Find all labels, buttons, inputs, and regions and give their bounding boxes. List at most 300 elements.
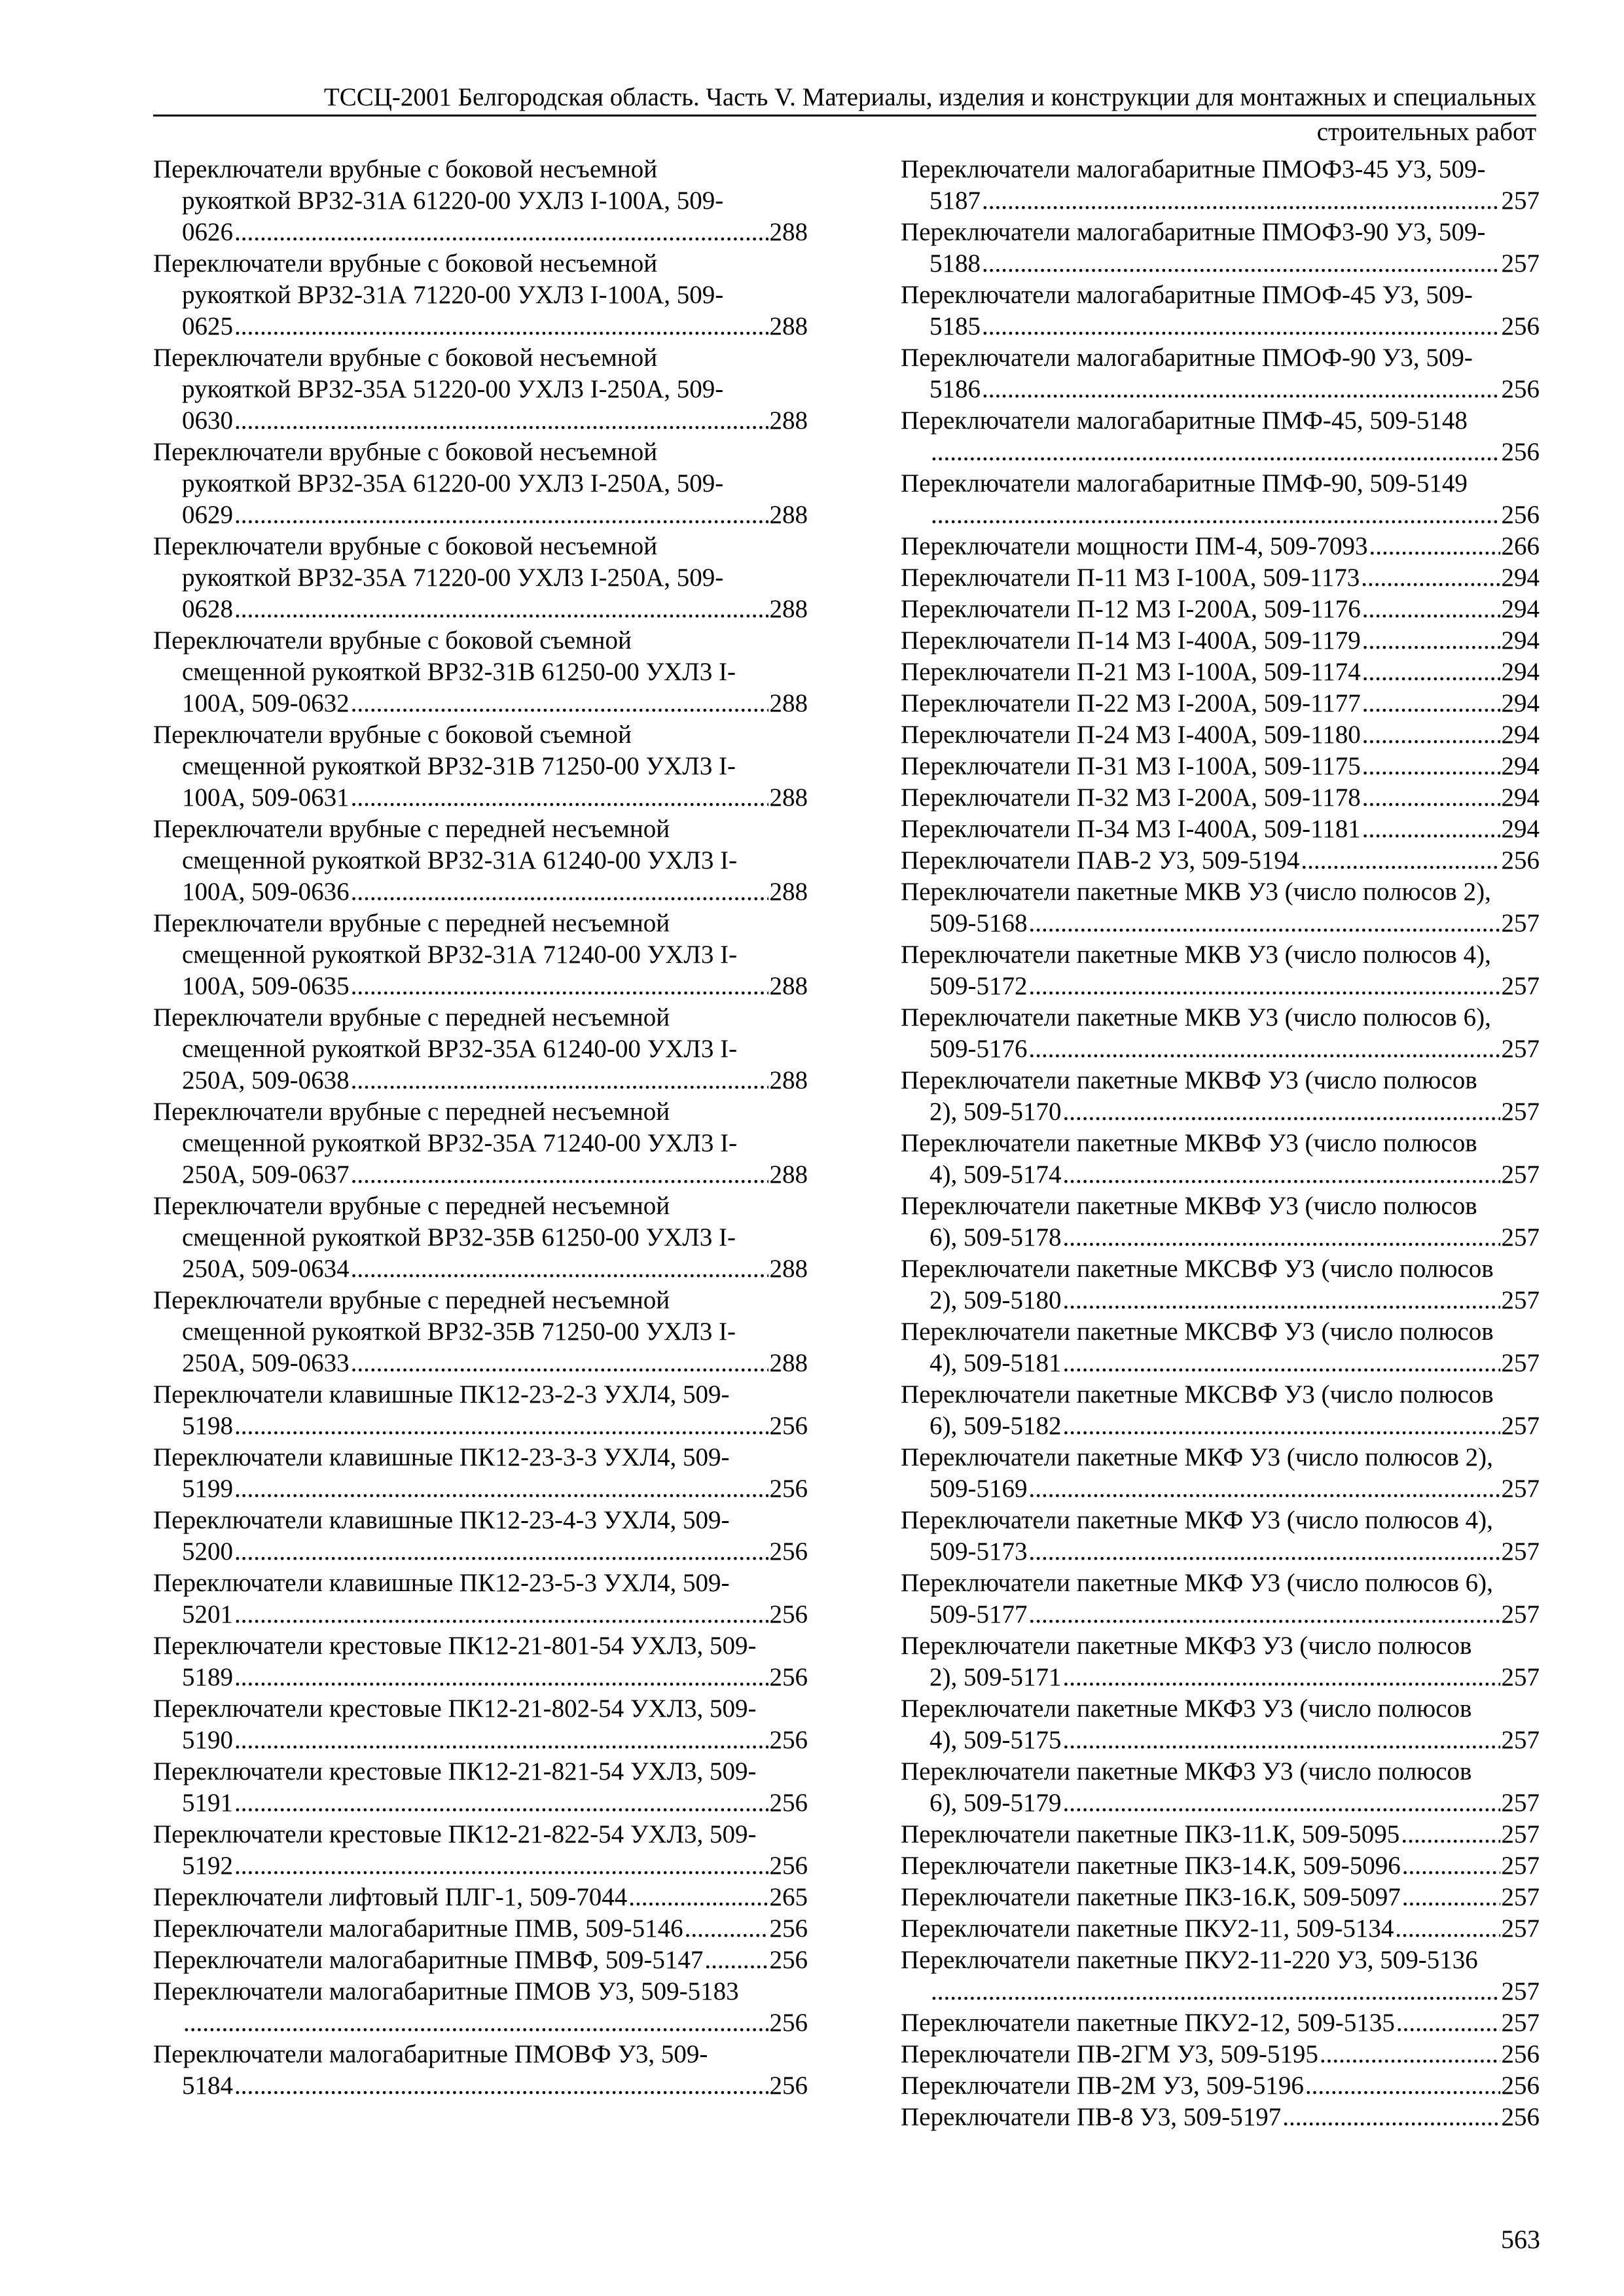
- index-entry-line: [901, 1442, 1540, 1473]
- index-entry-text: 2), 509-5171: [929, 1663, 1062, 1691]
- index-entry-line: [153, 1096, 808, 1128]
- index-entry-line: [901, 1033, 1540, 1065]
- index-entry-text: Переключатели врубные с передней несъемной: [153, 1098, 670, 1126]
- index-entry-text: Переключатели клавишные ПК12-23-2-3 УХЛ4, 509-: [153, 1380, 730, 1408]
- index-entry-line: [153, 1159, 808, 1191]
- index-entry-text: 100А, 509-0631: [182, 783, 350, 812]
- index-entry-line: [153, 594, 808, 625]
- index-entry-line: [901, 405, 1540, 437]
- index-entry-page: 288: [769, 1160, 808, 1189]
- index-entry-text: 5200: [182, 1537, 233, 1566]
- index-entry-text: Переключатели пакетные МКВФ У3 (число полюсов: [901, 1129, 1477, 1157]
- index-entry-line: [153, 1850, 808, 1882]
- dot-leader: [234, 1662, 768, 1693]
- index-entry-text: Переключатели малогабаритные ПМВ, 509-5146: [153, 1914, 683, 1943]
- index-entry-text: Переключатели малогабаритные ПМФ-45, 509-5148: [901, 406, 1468, 435]
- index-entry-page: 266: [1501, 532, 1540, 560]
- dot-leader: [1320, 2039, 1500, 2070]
- dot-leader: [1301, 845, 1500, 876]
- index-entry-line: [901, 311, 1540, 342]
- index-entry-text: Переключатели клавишные ПК12-23-4-3 УХЛ4, 509-: [153, 1506, 730, 1534]
- index-entry: [901, 531, 1540, 562]
- index-entry: [153, 625, 808, 719]
- dot-leader: [1362, 594, 1500, 625]
- dot-leader: [1029, 1599, 1500, 1630]
- index-entry-line: [901, 1191, 1540, 1222]
- index-entry-page: 288: [769, 783, 808, 812]
- index-entry-page: 288: [769, 595, 808, 623]
- index-entry-line: [153, 531, 808, 562]
- index-entry-line: [901, 594, 1540, 625]
- index-entry-text: 509-5169: [929, 1475, 1028, 1503]
- dot-leader: [685, 1913, 768, 1945]
- index-entry-page: 256: [1501, 501, 1540, 529]
- index-entry: [901, 625, 1540, 656]
- index-entry: [153, 1945, 808, 1976]
- index-entry-line: [901, 782, 1540, 814]
- index-entry-text: 250А, 509-0637: [182, 1160, 350, 1189]
- index-entry-line: [901, 1222, 1540, 1253]
- index-entry-page: 256: [769, 1475, 808, 1503]
- index-entry-text: 5201: [182, 1600, 233, 1628]
- index-entry-text: 5187: [929, 187, 981, 215]
- dot-leader: [1062, 1662, 1500, 1693]
- dot-leader: [351, 1159, 768, 1191]
- index-entry-text: смещенной рукояткой ВР32-35В 71250-00 УХЛ3 I-: [182, 1318, 736, 1346]
- index-entry-line: [153, 2039, 808, 2070]
- index-entry-text: Переключатели крестовые ПК12-21-822-54 УХЛ3, 509-: [153, 1820, 757, 1848]
- index-entry: [901, 876, 1540, 939]
- index-entry-text: Переключатели П-12 М3 I-200А, 509-1176: [901, 595, 1361, 623]
- index-entry-page: 294: [1501, 658, 1540, 686]
- dot-leader: [1395, 1913, 1500, 1945]
- index-entry-text: 5191: [182, 1789, 233, 1817]
- dot-leader: [234, 1850, 768, 1882]
- index-entry-line: [901, 1787, 1540, 1819]
- dot-leader: [628, 1882, 768, 1913]
- index-entry-text: Переключатели пакетные МКФ У3 (число полюсов 4),: [901, 1506, 1493, 1534]
- index-entry-line: [153, 279, 808, 311]
- index-entry: [901, 342, 1540, 405]
- dot-leader: [1362, 625, 1500, 656]
- index-entry-text: Переключатели П-32 М3 I-200А, 509-1178: [901, 783, 1361, 812]
- dot-leader: [982, 185, 1500, 217]
- index-entry-page: 256: [769, 1914, 808, 1943]
- index-entry-line: [153, 1536, 808, 1568]
- index-column-right: [901, 154, 1540, 2133]
- index-entry-line: [153, 1285, 808, 1316]
- index-entry-line: [153, 751, 808, 782]
- index-entry-page: 288: [769, 406, 808, 435]
- index-entry-page: 257: [1501, 1663, 1540, 1691]
- index-entry-text: Переключатели ПВ-2ГМ У3, 509-5195: [901, 2040, 1318, 2068]
- index-entry-text: рукояткой ВР32-35А 71220-00 УХЛ3 I-250А, 509-: [182, 564, 724, 592]
- dot-leader: [351, 876, 768, 908]
- index-entry-line: [153, 1442, 808, 1473]
- index-entry: [901, 1128, 1540, 1191]
- index-entry: [153, 1976, 808, 2039]
- index-entry-page: 256: [1501, 375, 1540, 403]
- index-entry-text: 4), 509-5175: [929, 1726, 1062, 1754]
- dot-leader: [1029, 1473, 1500, 1505]
- index-entry-line: [901, 1536, 1540, 1568]
- index-entry-text: Переключатели пакетные ПК3-11.К, 509-5095: [901, 1820, 1400, 1848]
- index-entry-line: [153, 1756, 808, 1787]
- index-entry-line: [153, 468, 808, 499]
- index-entry-text: Переключатели врубные с боковой несъемной: [153, 532, 658, 560]
- index-entry-line: [901, 1316, 1540, 1348]
- index-entry-line: [153, 2007, 808, 2039]
- index-entry-line: [901, 1850, 1540, 1882]
- index-entry-text: смещенной рукояткой ВР32-31А 61240-00 УХЛ3 I-: [182, 846, 738, 874]
- index-entry: [901, 656, 1540, 688]
- dot-leader: [1362, 782, 1500, 814]
- index-entry-text: Переключатели врубные с передней несъемной: [153, 1286, 670, 1314]
- header-title: ТССЦ-2001 Белгородская область. Часть V. Материалы, изделия и конструкции для монтажных и специальных: [323, 83, 1536, 111]
- dot-leader: [234, 1725, 768, 1756]
- index-entry: [153, 1756, 808, 1819]
- index-entry: [153, 1096, 808, 1191]
- dot-leader: [1362, 751, 1500, 782]
- dot-leader: [931, 1976, 1500, 2007]
- index-entry-page: 257: [1501, 1789, 1540, 1817]
- index-entry-page: 256: [769, 1789, 808, 1817]
- index-entry-page: 256: [769, 1600, 808, 1628]
- index-entry-line: [901, 1976, 1540, 2007]
- index-entry-page: 256: [769, 1663, 808, 1691]
- dot-leader: [1062, 1159, 1500, 1191]
- index-entry: [153, 1379, 808, 1442]
- index-entry-line: [153, 1065, 808, 1096]
- index-entry-line: [153, 1976, 808, 2007]
- index-entry-page: 294: [1501, 783, 1540, 812]
- index-entry-page: 257: [1501, 1977, 1540, 2005]
- dot-leader: [1062, 1348, 1500, 1379]
- index-entry-line: [153, 1379, 808, 1410]
- index-entry-line: [153, 1693, 808, 1725]
- index-entry-text: Переключатели врубные с боковой несъемной: [153, 249, 658, 278]
- index-entry: [901, 217, 1540, 279]
- index-entry-text: Переключатели крестовые ПК12-21-821-54 УХЛ3, 509-: [153, 1757, 757, 1785]
- index-entry-line: [901, 374, 1540, 405]
- dot-leader: [351, 1253, 768, 1285]
- index-entry-text: Переключатели малогабаритные ПМОВ У3, 509-5183: [153, 1977, 739, 2005]
- index-entry: [901, 1819, 1540, 1850]
- index-entry-page: 256: [769, 1726, 808, 1754]
- index-entry-text: Переключатели пакетные МКВ У3 (число полюсов 6),: [901, 1003, 1491, 1031]
- index-entry-line: [901, 1253, 1540, 1285]
- index-entry-line: [153, 437, 808, 468]
- dot-leader: [1062, 1725, 1500, 1756]
- index-entry-text: Переключатели пакетные МКСВФ У3 (число полюсов: [901, 1380, 1494, 1408]
- index-entry-page: 257: [1501, 1098, 1540, 1126]
- index-entry-line: [901, 1096, 1540, 1128]
- index-entry-line: [153, 154, 808, 185]
- index-entry-line: [153, 1662, 808, 1693]
- dot-leader: [982, 374, 1500, 405]
- index-entry-text: 5198: [182, 1412, 233, 1440]
- index-entry-text: Переключатели врубные с боковой несъемной: [153, 155, 658, 183]
- index-entry-text: Переключатели П-11 М3 I-100А, 509-1173: [901, 564, 1360, 592]
- dot-leader: [931, 499, 1500, 531]
- index-entry: [153, 1002, 808, 1096]
- dot-leader: [234, 1599, 768, 1630]
- index-entry-line: [901, 1505, 1540, 1536]
- index-entry-text: 100А, 509-0632: [182, 689, 350, 717]
- index-entry-text: Переключатели пакетные ПК3-16.К, 509-5097: [901, 1883, 1401, 1911]
- dot-leader: [1062, 1787, 1500, 1819]
- index-entry: [901, 279, 1540, 342]
- index-entry-line: [153, 1253, 808, 1285]
- index-entry-page: 294: [1501, 626, 1540, 655]
- index-entry-page: 257: [1501, 1286, 1540, 1314]
- index-entry-page: 256: [1501, 438, 1540, 466]
- index-entry-text: Переключатели лифтовый ПЛГ-1, 509-7044: [153, 1883, 628, 1911]
- index-entry-line: [901, 1065, 1540, 1096]
- index-entry-page: 257: [1501, 1475, 1540, 1503]
- dot-leader: [234, 217, 768, 248]
- index-entry-text: Переключатели П-22 М3 I-200А, 509-1177: [901, 689, 1361, 717]
- dot-leader: [1361, 562, 1500, 594]
- index-entry-line: [901, 1756, 1540, 1787]
- index-entry-line: [153, 1945, 808, 1976]
- index-entry-text: Переключатели крестовые ПК12-21-801-54 УХЛ3, 509-: [153, 1632, 757, 1660]
- index-entry: [153, 1693, 808, 1756]
- index-entry-text: 4), 509-5174: [929, 1160, 1062, 1189]
- index-entry-text: 6), 509-5179: [929, 1789, 1062, 1817]
- dot-leader: [982, 311, 1500, 342]
- index-entry-text: рукояткой ВР32-35А 51220-00 УХЛ3 I-250А, 509-: [182, 375, 724, 403]
- index-entry-text: 509-5177: [929, 1600, 1028, 1628]
- index-entry-page: 257: [1501, 1600, 1540, 1628]
- index-entry-line: [901, 1159, 1540, 1191]
- index-entry: [901, 2102, 1540, 2133]
- index-entry-line: [901, 531, 1540, 562]
- index-entry: [901, 688, 1540, 719]
- index-entry-text: 0628: [182, 595, 233, 623]
- index-entry-line: [153, 876, 808, 908]
- index-entry: [901, 751, 1540, 782]
- index-entry: [153, 1505, 808, 1568]
- index-entry: [901, 562, 1540, 594]
- index-entry: [901, 1945, 1540, 2007]
- index-entry-line: [901, 1882, 1540, 1913]
- index-entry: [901, 1882, 1540, 1913]
- index-entry: [901, 1002, 1540, 1065]
- index-entry: [901, 782, 1540, 814]
- dot-leader: [1062, 1285, 1500, 1316]
- index-entry-line: [153, 499, 808, 531]
- index-entry-page: 257: [1501, 1726, 1540, 1754]
- dot-leader: [234, 311, 768, 342]
- dot-leader: [704, 1945, 768, 1976]
- index-entry-page: 256: [1501, 2040, 1540, 2068]
- index-entry-page: 288: [769, 689, 808, 717]
- index-entry: [901, 1630, 1540, 1693]
- dot-leader: [1029, 1033, 1500, 1065]
- index-entry-line: [901, 1568, 1540, 1599]
- index-entry-text: Переключатели пакетные МКСВФ У3 (число полюсов: [901, 1318, 1494, 1346]
- index-entry-line: [153, 1630, 808, 1662]
- index-entry-text: 2), 509-5170: [929, 1098, 1062, 1126]
- index-entry-line: [901, 1285, 1540, 1316]
- index-entry-page: 294: [1501, 721, 1540, 749]
- index-entry-line: [901, 876, 1540, 908]
- index-entry-page: 256: [1501, 2103, 1540, 2131]
- index-entry-text: Переключатели П-31 М3 I-100А, 509-1175: [901, 752, 1361, 780]
- index-entry: [153, 1442, 808, 1505]
- index-entry-line: [901, 814, 1540, 845]
- index-entry: [153, 437, 808, 531]
- index-entry-line: [901, 1725, 1540, 1756]
- index-entry-text: 0626: [182, 218, 233, 246]
- index-entry-page: 257: [1501, 1412, 1540, 1440]
- index-entry-text: 250А, 509-0638: [182, 1066, 350, 1094]
- index-entry-line: [901, 437, 1540, 468]
- index-entry-page: 257: [1501, 909, 1540, 937]
- index-entry-line: [901, 1473, 1540, 1505]
- index-entry: [153, 1285, 808, 1379]
- dot-leader: [1062, 1410, 1500, 1442]
- index-entry-line: [153, 782, 808, 814]
- index-column-left: [153, 154, 808, 2102]
- index-entry-text: Переключатели пакетные ПКУ2-12, 509-5135: [901, 2009, 1395, 2037]
- index-entry-text: Переключатели П-21 М3 I-100А, 509-1174: [901, 658, 1361, 686]
- index-entry-page: 256: [769, 1412, 808, 1440]
- index-entry-text: смещенной рукояткой ВР32-31В 61250-00 УХЛ3 I-: [182, 658, 736, 686]
- index-entry-line: [901, 1002, 1540, 1033]
- index-entry-page: 288: [769, 312, 808, 340]
- dot-leader: [234, 1536, 768, 1568]
- index-entry-line: [901, 1945, 1540, 1976]
- index-entry-text: рукояткой ВР32-31А 61220-00 УХЛ3 I-100А, 509-: [182, 187, 724, 215]
- index-entry-line: [153, 814, 808, 845]
- index-entry-text: 5185: [929, 312, 981, 340]
- index-entry-text: Переключатели малогабаритные ПМВФ, 509-5147: [153, 1946, 704, 1974]
- dot-leader: [1362, 688, 1500, 719]
- index-entry-text: Переключатели пакетные МКВ У3 (число полюсов 2),: [901, 878, 1491, 906]
- index-entry-line: [901, 342, 1540, 374]
- index-entry-text: 509-5168: [929, 909, 1028, 937]
- index-entry: [901, 1065, 1540, 1128]
- index-entry-page: 288: [769, 878, 808, 906]
- index-entry-page: 294: [1501, 595, 1540, 623]
- index-entry-line: [153, 1033, 808, 1065]
- index-entry-text: Переключатели врубные с боковой съемной: [153, 721, 632, 749]
- index-entry-text: 250А, 509-0634: [182, 1255, 350, 1283]
- index-entry-line: [153, 688, 808, 719]
- index-entry-page: 256: [1501, 846, 1540, 874]
- index-entry-text: 509-5172: [929, 972, 1028, 1000]
- index-entry-line: [901, 154, 1540, 185]
- index-entry-text: 4), 509-5181: [929, 1349, 1062, 1377]
- index-entry-page: 294: [1501, 815, 1540, 843]
- index-entry: [901, 2039, 1540, 2070]
- index-entry-page: 257: [1501, 1349, 1540, 1377]
- index-entry-line: [901, 185, 1540, 217]
- index-entry-line: [153, 1505, 808, 1536]
- index-entry-line: [901, 468, 1540, 499]
- index-entry-text: Переключатели малогабаритные ПМОФ3-90 У3, 509-: [901, 218, 1486, 246]
- index-entry-page: 288: [769, 1255, 808, 1283]
- dot-leader: [1401, 1819, 1500, 1850]
- index-entry-page: 288: [769, 1066, 808, 1094]
- index-entry-text: 0629: [182, 501, 233, 529]
- dot-leader: [1362, 719, 1500, 751]
- index-entry-line: [901, 248, 1540, 279]
- index-entry-text: Переключатели пакетные МКФ3 У3 (число полюсов: [901, 1695, 1472, 1723]
- index-entry-text: 509-5176: [929, 1035, 1028, 1063]
- index-entry-text: Переключатели малогабаритные ПМФ-90, 509-5149: [901, 469, 1468, 497]
- index-entry-page: 294: [1501, 689, 1540, 717]
- index-entry-text: 6), 509-5182: [929, 1412, 1062, 1440]
- index-entry-line: [153, 1128, 808, 1159]
- dot-leader: [1369, 531, 1500, 562]
- dot-leader: [1029, 971, 1500, 1002]
- index-entry-line: [153, 562, 808, 594]
- dot-leader: [1282, 2102, 1500, 2133]
- index-entry-line: [153, 1725, 808, 1756]
- index-entry: [901, 1191, 1540, 1253]
- index-entry: [153, 154, 808, 248]
- index-entry-line: [901, 2102, 1540, 2133]
- index-entry-text: Переключатели пакетные МКФ3 У3 (число полюсов: [901, 1757, 1472, 1785]
- index-entry-line: [153, 1882, 808, 1913]
- index-entry: [901, 405, 1540, 468]
- index-entry-line: [901, 845, 1540, 876]
- index-entry-page: 257: [1501, 972, 1540, 1000]
- index-entry-line: [901, 719, 1540, 751]
- index-entry-text: 250А, 509-0633: [182, 1349, 350, 1377]
- index-entry: [153, 1568, 808, 1630]
- dot-leader: [1402, 1882, 1500, 1913]
- index-entry-text: Переключатели пакетные ПКУ2-11-220 У3, 509-5136: [901, 1946, 1478, 1974]
- dot-leader: [234, 405, 768, 437]
- index-entry-line: [901, 1379, 1540, 1410]
- index-entry-page: 256: [769, 1537, 808, 1566]
- index-entry-line: [153, 1410, 808, 1442]
- index-entry-page: 257: [1501, 1223, 1540, 1251]
- dot-leader: [1029, 908, 1500, 939]
- index-entry-line: [901, 688, 1540, 719]
- index-entry-line: [901, 2039, 1540, 2070]
- index-entry-line: [901, 2070, 1540, 2102]
- index-entry: [153, 248, 808, 342]
- index-entry-line: [153, 656, 808, 688]
- dot-leader: [183, 2007, 768, 2039]
- index-entry: [901, 2070, 1540, 2102]
- index-entry: [153, 719, 808, 814]
- index-entry-line: [901, 625, 1540, 656]
- index-entry-text: Переключатели малогабаритные ПМОВФ У3, 509-: [153, 2040, 708, 2068]
- index-entry-line: [153, 2070, 808, 2102]
- dot-leader: [234, 1473, 768, 1505]
- index-entry-text: смещенной рукояткой ВР32-35В 61250-00 УХЛ3 I-: [182, 1223, 736, 1251]
- index-entry-text: 5190: [182, 1726, 233, 1754]
- index-entry: [901, 594, 1540, 625]
- index-entry: [901, 719, 1540, 751]
- index-entry-line: [901, 1410, 1540, 1442]
- index-entry-page: 256: [769, 2072, 808, 2100]
- index-entry-text: 509-5173: [929, 1537, 1028, 1566]
- index-entry-page: 257: [1501, 1537, 1540, 1566]
- index-entry-line: [153, 1316, 808, 1348]
- index-entry-page: 256: [1501, 2072, 1540, 2100]
- index-entry-text: Переключатели ПВ-2М У3, 509-5196: [901, 2072, 1304, 2100]
- index-entry-line: [153, 971, 808, 1002]
- index-entry: [901, 939, 1540, 1002]
- dot-leader: [234, 1410, 768, 1442]
